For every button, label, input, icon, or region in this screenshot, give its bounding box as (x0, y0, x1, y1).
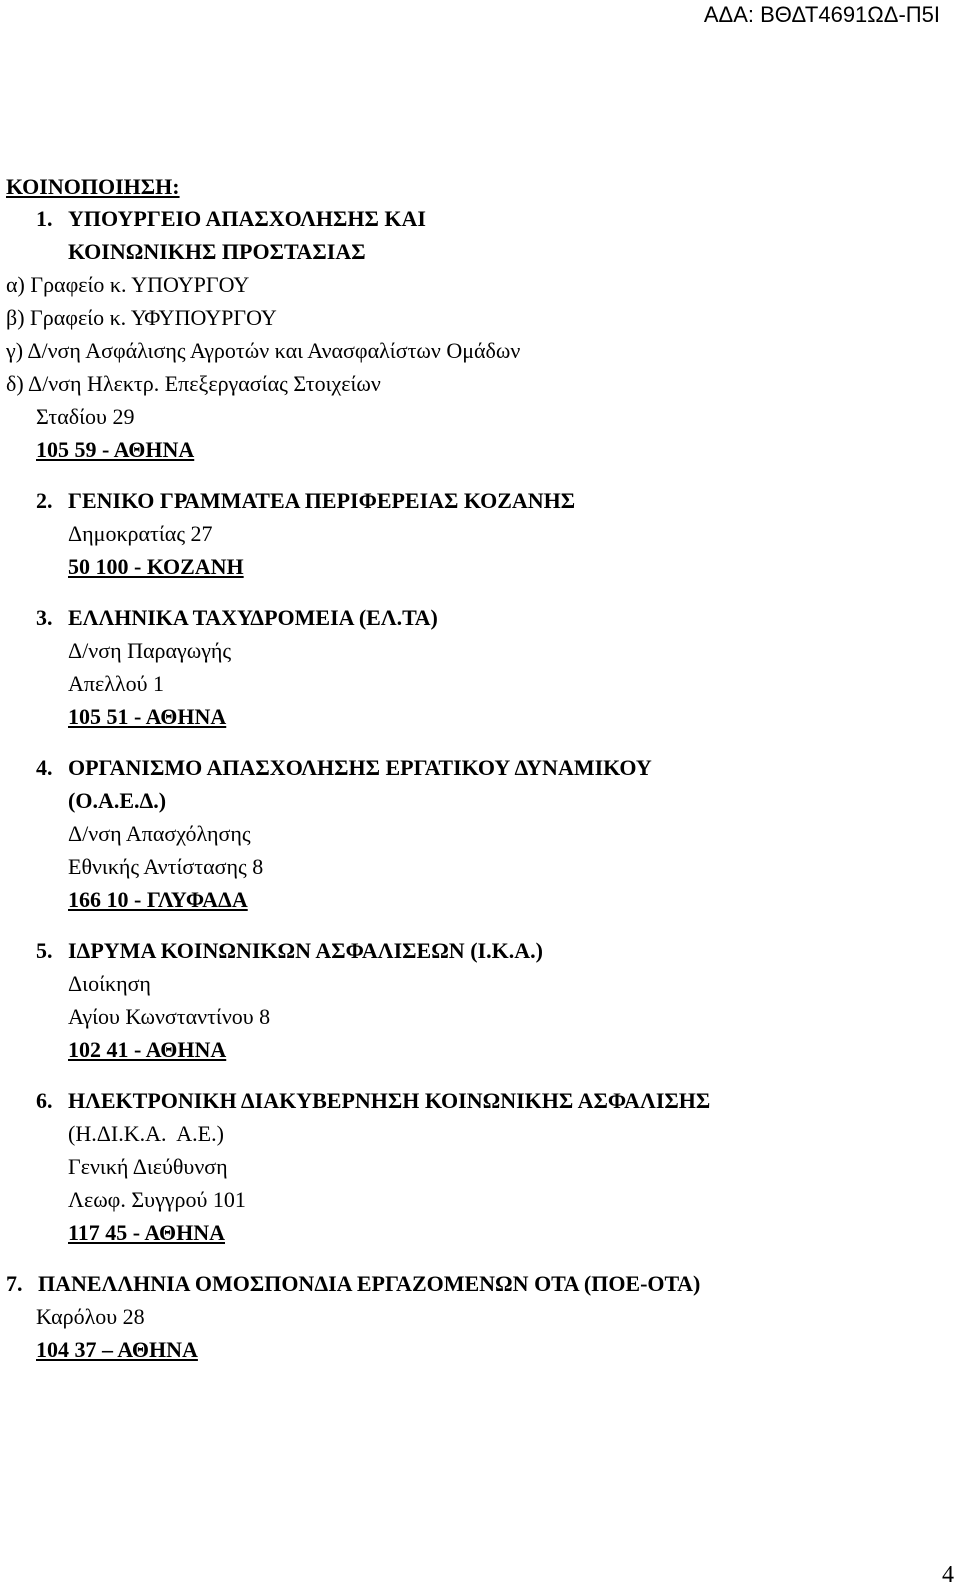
recipient-1-sub-item-b: β) Γραφείο κ. ΥΦΥΠΟΥΡΓΟΥ (6, 305, 277, 330)
recipient-3-postal: 105 51 - ΑΘΗΝΑ (68, 704, 227, 729)
recipient-3-address: Απελλού 1 (68, 671, 164, 696)
ada-code: ΑΔΑ: ΒΘΔΤ4691ΩΔ-Π5Ι (703, 2, 940, 27)
recipient-2 (6, 484, 946, 583)
recipient-5-postal: 102 41 - ΑΘΗΝΑ (68, 1037, 227, 1062)
recipient-2-postal: 50 100 - ΚΟΖΑΝΗ (68, 554, 244, 579)
recipient-5 (6, 934, 946, 1066)
recipient-5-name: 5. ΙΔΡΥΜΑ ΚΟΙΝΩΝΙΚΩΝ ΑΣΦΑΛΙΣΕΩΝ (Ι.Κ.Α.) (36, 938, 543, 963)
recipient-7-name: 7. ΠΑΝΕΛΛΗΝΙΑ ΟΜΟΣΠΟΝΔΙΑ ΕΡΓΑΖΟΜΕΝΩΝ ΟΤΑ (ΠΟΕ-ΟΤΑ) (6, 1271, 701, 1296)
recipient-6-abbr: (Η.ΔΙ.Κ.Α. Α.Ε.) (68, 1121, 224, 1146)
recipient-5-dept: Διοίκηση (68, 971, 151, 996)
recipient-1-sub-item-d: δ) Δ/νση Ηλεκτρ. Επεξεργασίας Στοιχείων (6, 371, 381, 396)
recipient-4-address: Εθνικής Αντίστασης 8 (68, 854, 264, 879)
notification-heading: ΚΟΙΝΟΠΟΙΗΣΗ: (6, 174, 180, 199)
recipient-2-name: 2. ΓΕΝΙΚΟ ΓΡΑΜΜΑΤΕΑ ΠΕΡΙΦΕΡΕΙΑΣ ΚΟΖΑΝΗΣ (36, 488, 576, 513)
recipient-4-postal: 166 10 - ΓΛΥΦΑΔΑ (68, 887, 248, 912)
recipient-4-name: 4. ΟΡΓΑΝΙΣΜΟ ΑΠΑΣΧΟΛΗΣΗΣ ΕΡΓΑΤΙΚΟΥ ΔΥΝΑΜΙΚΟΥ (36, 755, 652, 780)
recipient-5-address: Αγίου Κωνσταντίνου 8 (68, 1004, 271, 1029)
recipient-7 (6, 1267, 946, 1366)
recipient-4-dept: Δ/νση Απασχόλησης (68, 821, 251, 846)
recipient-3 (6, 601, 946, 733)
recipient-1-name-line-1: 1. ΥΠΟΥΡΓΕΙΟ ΑΠΑΣΧΟΛΗΣΗΣ ΚΑΙ (36, 206, 426, 231)
page-number: 4 (942, 1562, 954, 1588)
recipient-1-name-line-2: ΚΟΙΝΩΝΙΚΗΣ ΠΡΟΣΤΑΣΙΑΣ (68, 239, 366, 264)
recipient-6-address: Λεωφ. Συγγρού 101 (68, 1187, 246, 1212)
recipient-7-address: Καρόλου 28 (36, 1304, 145, 1329)
recipient-6-postal: 117 45 - ΑΘΗΝΑ (68, 1220, 226, 1245)
notification-list (6, 172, 946, 1366)
recipient-6-name: 6. ΗΛΕΚΤΡΟΝΙΚΗ ΔΙΑΚΥΒΕΡΝΗΣΗ ΚΟΙΝΩΝΙΚΗΣ ΑΣΦΑΛΙΣΗΣ (36, 1088, 711, 1113)
recipient-4 (6, 751, 946, 916)
recipient-1-postal: 105 59 - ΑΘΗΝΑ (36, 437, 195, 462)
recipient-3-dept: Δ/νση Παραγωγής (68, 638, 232, 663)
recipient-6 (6, 1084, 946, 1249)
recipient-3-name: 3. ΕΛΛΗΝΙΚΑ ΤΑΧΥΔΡΟΜΕΙΑ (ΕΛ.ΤΑ) (36, 605, 438, 630)
recipient-6-dept: Γενική Διεύθυνση (68, 1154, 228, 1179)
recipient-7-postal: 104 37 – ΑΘΗΝΑ (36, 1337, 198, 1362)
recipient-1-address: Σταδίου 29 (36, 404, 135, 429)
recipient-1 (6, 202, 946, 466)
recipient-1-sub-item-c: γ) Δ/νση Ασφάλισης Αγροτών και Ανασφαλίστων Ομάδων (6, 338, 521, 363)
recipient-4-abbr: (Ο.Α.Ε.Δ.) (68, 788, 167, 813)
recipient-1-sub-item-a: α) Γραφείο κ. ΥΠΟΥΡΓΟΥ (6, 272, 250, 297)
recipient-2-address: Δημοκρατίας 27 (68, 521, 213, 546)
